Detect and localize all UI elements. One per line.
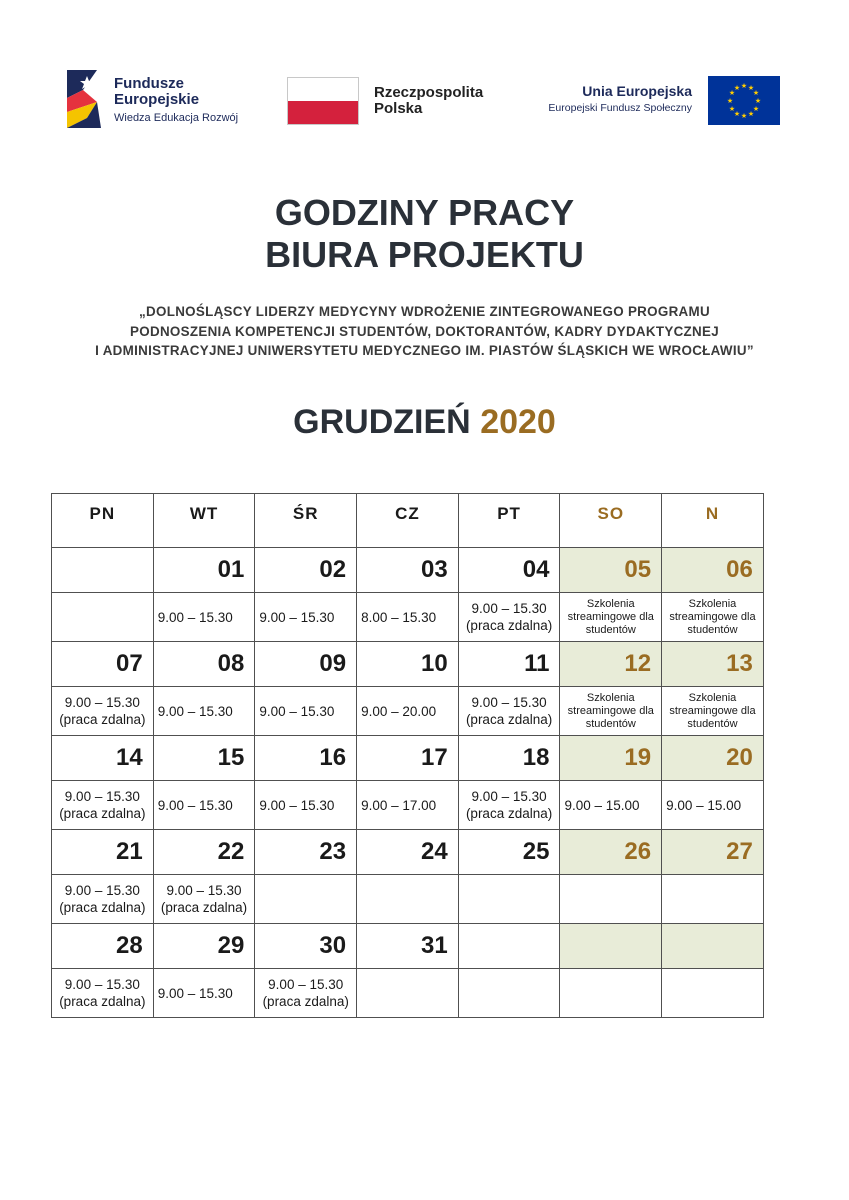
date-cell: 24 bbox=[357, 830, 459, 875]
hours-cell bbox=[560, 969, 662, 1018]
date-cell bbox=[560, 924, 662, 969]
remote-work-note: (praca zdalna) bbox=[262, 994, 349, 1009]
working-hours: 9.00 – 15.30 bbox=[471, 789, 547, 804]
date-cell: 01 bbox=[153, 548, 255, 593]
working-hours: 9.00 – 15.30 bbox=[166, 883, 242, 898]
remote-work-note: (praca zdalna) bbox=[59, 994, 146, 1009]
working-hours: 9.00 – 15.30 bbox=[157, 703, 233, 719]
working-hours: 9.00 – 15.30 bbox=[259, 609, 335, 625]
month-heading bbox=[0, 402, 849, 442]
week-4-hours-row bbox=[52, 875, 764, 924]
working-hours: 9.00 – 15.30 bbox=[471, 601, 547, 616]
week-3-dates-row bbox=[52, 736, 764, 781]
weekday-header-pt: PT bbox=[458, 494, 560, 548]
training-note: Szkolenia streamingowe dla studentów bbox=[567, 597, 654, 636]
working-hours: 9.00 – 15.30 bbox=[157, 609, 233, 625]
working-hours: 9.00 – 15.30 bbox=[64, 789, 140, 804]
hours-cell bbox=[662, 875, 764, 924]
subtitle-line2: PODNOSZENIA KOMPETENCJI STUDENTÓW, DOKTORANTÓW, KADRY DYDAKTYCZNEJ bbox=[130, 323, 719, 339]
hours-cell bbox=[458, 593, 560, 642]
remote-work-note: (praca zdalna) bbox=[59, 712, 146, 727]
working-hours: 9.00 – 17.00 bbox=[361, 797, 437, 813]
week-1-hours-row bbox=[52, 593, 764, 642]
training-note: Szkolenia streamingowe dla studentów bbox=[669, 691, 756, 730]
week-1-dates-row bbox=[52, 548, 764, 593]
svg-text:★: ★ bbox=[733, 110, 741, 118]
page-title bbox=[0, 192, 849, 276]
week-3-hours-row bbox=[52, 781, 764, 830]
weekday-header-row bbox=[52, 494, 764, 548]
rp-name-line2: Polska bbox=[374, 100, 423, 117]
weekday-header-pn: PN bbox=[52, 494, 154, 548]
date-cell: 18 bbox=[458, 736, 560, 781]
hours-cell bbox=[458, 687, 560, 736]
working-hours: 9.00 – 15.30 bbox=[64, 695, 140, 710]
fe-tagline: Wiedza Edukacja Rozwój bbox=[114, 112, 239, 124]
hours-cell bbox=[52, 781, 154, 830]
hours-cell bbox=[52, 687, 154, 736]
hours-cell bbox=[662, 593, 764, 642]
date-cell: 09 bbox=[255, 642, 357, 687]
hours-cell bbox=[153, 875, 255, 924]
date-cell: 27 bbox=[662, 830, 764, 875]
hours-cell bbox=[153, 687, 255, 736]
date-cell bbox=[458, 924, 560, 969]
date-cell: 19 bbox=[560, 736, 662, 781]
weekday-header-cz: CZ bbox=[357, 494, 459, 548]
date-cell: 08 bbox=[153, 642, 255, 687]
week-4-dates-row bbox=[52, 830, 764, 875]
date-cell: 29 bbox=[153, 924, 255, 969]
remote-work-note: (praca zdalna) bbox=[59, 900, 146, 915]
hours-cell bbox=[153, 781, 255, 830]
project-subtitle bbox=[0, 302, 849, 361]
svg-text:★: ★ bbox=[747, 84, 755, 92]
week-5-hours-row bbox=[52, 969, 764, 1018]
svg-text:★: ★ bbox=[740, 82, 748, 90]
fe-name-line1: Fundusze bbox=[114, 75, 184, 92]
working-hours: 9.00 – 15.30 bbox=[259, 703, 335, 719]
date-cell: 04 bbox=[458, 548, 560, 593]
svg-text:★: ★ bbox=[754, 97, 762, 105]
date-cell bbox=[52, 548, 154, 593]
hours-cell bbox=[52, 593, 154, 642]
date-cell: 17 bbox=[357, 736, 459, 781]
hours-cell bbox=[255, 687, 357, 736]
date-cell: 26 bbox=[560, 830, 662, 875]
week-2-hours-row bbox=[52, 687, 764, 736]
svg-text:★: ★ bbox=[740, 112, 748, 120]
training-note: Szkolenia streamingowe dla studentów bbox=[669, 597, 756, 636]
hours-cell bbox=[662, 969, 764, 1018]
hours-cell bbox=[662, 781, 764, 830]
hours-cell bbox=[560, 687, 662, 736]
subtitle-line1: „DOLNOŚLĄSCY LIDERZY MEDYCYNY WDROŻENIE ZINTEGROWANEGO PROGRAMU bbox=[139, 304, 710, 319]
week-2-dates-row bbox=[52, 642, 764, 687]
ue-fund-name: Europejski Fundusz Społeczny bbox=[548, 102, 692, 114]
working-hours: 9.00 – 15.30 bbox=[64, 883, 140, 898]
svg-text:★: ★ bbox=[752, 105, 760, 113]
hours-cell bbox=[662, 687, 764, 736]
svg-text:★: ★ bbox=[747, 110, 755, 118]
date-cell: 30 bbox=[255, 924, 357, 969]
polish-flag-icon bbox=[287, 77, 359, 125]
date-cell: 14 bbox=[52, 736, 154, 781]
hours-cell bbox=[458, 781, 560, 830]
eu-flag-icon bbox=[708, 76, 780, 125]
hours-cell bbox=[357, 781, 459, 830]
week-5-dates-row bbox=[52, 924, 764, 969]
calendar-table bbox=[51, 493, 764, 1018]
date-cell: 13 bbox=[662, 642, 764, 687]
title-line2: BIURA PROJEKTU bbox=[265, 234, 584, 275]
date-cell: 05 bbox=[560, 548, 662, 593]
hours-cell bbox=[560, 593, 662, 642]
hours-cell bbox=[458, 969, 560, 1018]
hours-cell bbox=[255, 875, 357, 924]
month-name: GRUDZIEŃ bbox=[293, 403, 471, 441]
date-cell: 28 bbox=[52, 924, 154, 969]
fe-name-line2: Europejskie bbox=[114, 91, 200, 108]
svg-text:★: ★ bbox=[752, 89, 760, 97]
working-hours: 8.00 – 15.30 bbox=[361, 609, 437, 625]
date-cell: 22 bbox=[153, 830, 255, 875]
ue-name: Unia Europejska bbox=[582, 83, 692, 99]
subtitle-line3: I ADMINISTRACYJNEJ UNIWERSYTETU MEDYCZNEGO IM. PIASTÓW ŚLĄSKICH WE WROCŁAWIU” bbox=[95, 343, 754, 358]
date-cell: 16 bbox=[255, 736, 357, 781]
date-cell: 06 bbox=[662, 548, 764, 593]
working-hours: 9.00 – 15.30 bbox=[471, 695, 547, 710]
date-cell: 11 bbox=[458, 642, 560, 687]
remote-work-note: (praca zdalna) bbox=[465, 618, 553, 633]
hours-cell bbox=[357, 875, 459, 924]
date-cell: 25 bbox=[458, 830, 560, 875]
working-hours: 9.00 – 15.30 bbox=[268, 977, 344, 992]
date-cell: 21 bbox=[52, 830, 154, 875]
hours-cell bbox=[255, 969, 357, 1018]
working-hours: 9.00 – 15.30 bbox=[157, 797, 233, 813]
remote-work-note: (praca zdalna) bbox=[465, 806, 553, 821]
hours-cell bbox=[357, 687, 459, 736]
remote-work-note: (praca zdalna) bbox=[160, 900, 248, 915]
hours-cell bbox=[560, 875, 662, 924]
hours-cell bbox=[255, 593, 357, 642]
date-cell: 07 bbox=[52, 642, 154, 687]
date-cell: 02 bbox=[255, 548, 357, 593]
remote-work-note: (praca zdalna) bbox=[465, 712, 553, 727]
date-cell: 15 bbox=[153, 736, 255, 781]
month-year: 2020 bbox=[480, 403, 556, 441]
date-cell: 23 bbox=[255, 830, 357, 875]
working-hours: 9.00 – 15.30 bbox=[64, 977, 140, 992]
hours-cell bbox=[458, 875, 560, 924]
svg-text:★: ★ bbox=[733, 84, 741, 92]
working-hours: 9.00 – 15.00 bbox=[666, 797, 742, 813]
hours-cell bbox=[255, 781, 357, 830]
hours-cell bbox=[357, 593, 459, 642]
title-line1: GODZINY PRACY bbox=[274, 192, 575, 233]
weekday-header-wt: WT bbox=[153, 494, 255, 548]
training-note: Szkolenia streamingowe dla studentów bbox=[567, 691, 654, 730]
remote-work-note: (praca zdalna) bbox=[59, 806, 146, 821]
hours-cell bbox=[52, 875, 154, 924]
date-cell: 20 bbox=[662, 736, 764, 781]
hours-cell bbox=[560, 781, 662, 830]
date-cell: 12 bbox=[560, 642, 662, 687]
hours-cell bbox=[153, 593, 255, 642]
rp-name-line1: Rzeczpospolita bbox=[374, 84, 484, 101]
date-cell: 10 bbox=[357, 642, 459, 687]
svg-text:★: ★ bbox=[728, 105, 736, 113]
working-hours: 9.00 – 15.00 bbox=[564, 797, 640, 813]
hours-cell bbox=[52, 969, 154, 1018]
svg-text:★: ★ bbox=[728, 89, 736, 97]
working-hours: 9.00 – 15.30 bbox=[157, 985, 233, 1001]
date-cell bbox=[662, 924, 764, 969]
weekday-header-so: SO bbox=[560, 494, 662, 548]
logo-rzeczpospolita-polska bbox=[287, 77, 507, 127]
working-hours: 9.00 – 20.00 bbox=[361, 703, 437, 719]
working-hours: 9.00 – 15.30 bbox=[259, 797, 335, 813]
logo-fundusze-europejskie bbox=[67, 68, 257, 130]
svg-text:★: ★ bbox=[726, 97, 734, 105]
logo-unia-europejska bbox=[540, 76, 782, 126]
weekday-header-n: N bbox=[662, 494, 764, 548]
date-cell: 03 bbox=[357, 548, 459, 593]
fundusze-europejskie-mark-icon bbox=[67, 68, 103, 130]
date-cell: 31 bbox=[357, 924, 459, 969]
hours-cell bbox=[153, 969, 255, 1018]
hours-cell bbox=[357, 969, 459, 1018]
weekday-header-sr: ŚR bbox=[255, 494, 357, 548]
